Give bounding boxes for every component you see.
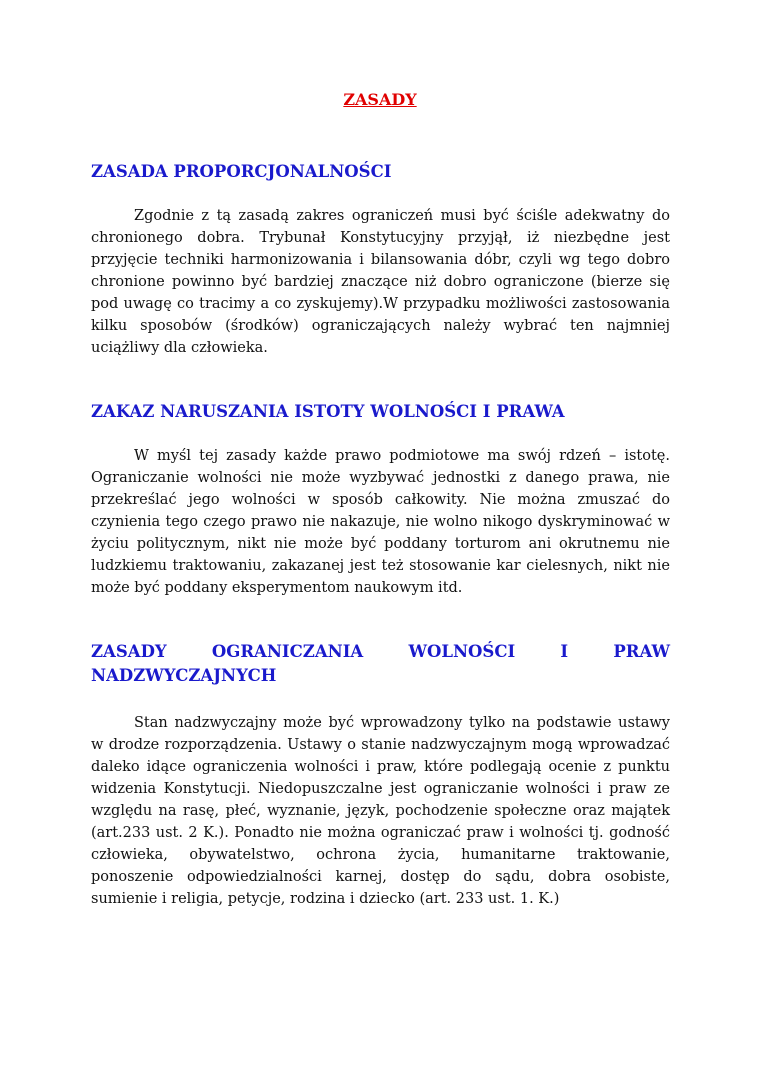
section-heading-essence-ban: ZAKAZ NARUSZANIA ISTOTY WOLNOŚCI I PRAWA: [91, 402, 565, 421]
section-body-essence-ban: W myśl tej zasady każde prawo podmiotowe ma swój rdzeń – istotę. Ograniczanie wolności nie może wyzbywać jednostki z danego prawa, nie przekreślać jego wolności w sposób całkowity. Nie można zmuszać do czynienia tego czego prawo nie nakazuje, nie wolno nikogo dyskryminować w życiu politycznym, nikt nie może być poddany torturom ani okrutnemu nie ludzkiemu traktowaniu, zakazanej jest też stosowanie kar cielesnych, nikt nie może być poddany eksperymentom naukowym itd.: [91, 448, 670, 596]
heading-line-2: NADZWYCZAJNYCH: [91, 666, 277, 685]
heading-word: I: [560, 642, 569, 661]
section-heading-emergency-limits: [91, 640, 670, 688]
section-body-emergency-limits: Stan nadzwyczajny może być wprowadzony tylko na podstawie ustawy w drodze rozporządzenia. Ustawy o stanie nadzwyczajnym mogą wprowadzać daleko idące ograniczenia wolności i praw, które podlegają ocenie z punktu widzenia Konstytucji. Niedopuszczalne jest ograniczanie wolności i praw ze względu na rasę, płeć, wyznanie, język, pochodzenie społeczne oraz majątek (art.233 ust. 2 K.). Ponadto nie można ograniczać praw i wolności tj. godność człowieka, obywatelstwo, ochrona życia, humanitarne traktowanie, ponoszenie odpowiedzialności karnej, dostęp do sądu, dobra osobiste, sumienie i religia, petycje, rodzina i dziecko (art. 233 ust. 1. K.): [91, 715, 670, 907]
heading-line-1: [91, 640, 670, 664]
page-title: ZASADY: [343, 90, 417, 109]
section-body-proportionality: Zgodnie z tą zasadą zakres ograniczeń musi być ściśle adekwatny do chronionego dobra. Trybunał Konstytucyjny przyjął, iż niezbędne jest przyjęcie techniki harmonizowania i bilansowania dóbr, czyli wg tego dobro chronione powinno być bardziej znaczące niż dobro ograniczone (bierze się pod uwagę co tracimy a co zyskujemy).W przypadku możliwości zastosowania kilku sposobów (środków) ograniczających należy wybrać ten najmniej uciążliwy dla człowieka.: [91, 208, 670, 356]
heading-word: PRAW: [613, 642, 670, 661]
heading-word: OGRANICZANIA: [211, 642, 364, 661]
heading-word: ZASADY: [91, 642, 167, 661]
section-heading-proportionality: ZASADA PROPORCJONALNOŚCI: [91, 162, 392, 181]
heading-word: WOLNOŚCI: [408, 642, 516, 661]
